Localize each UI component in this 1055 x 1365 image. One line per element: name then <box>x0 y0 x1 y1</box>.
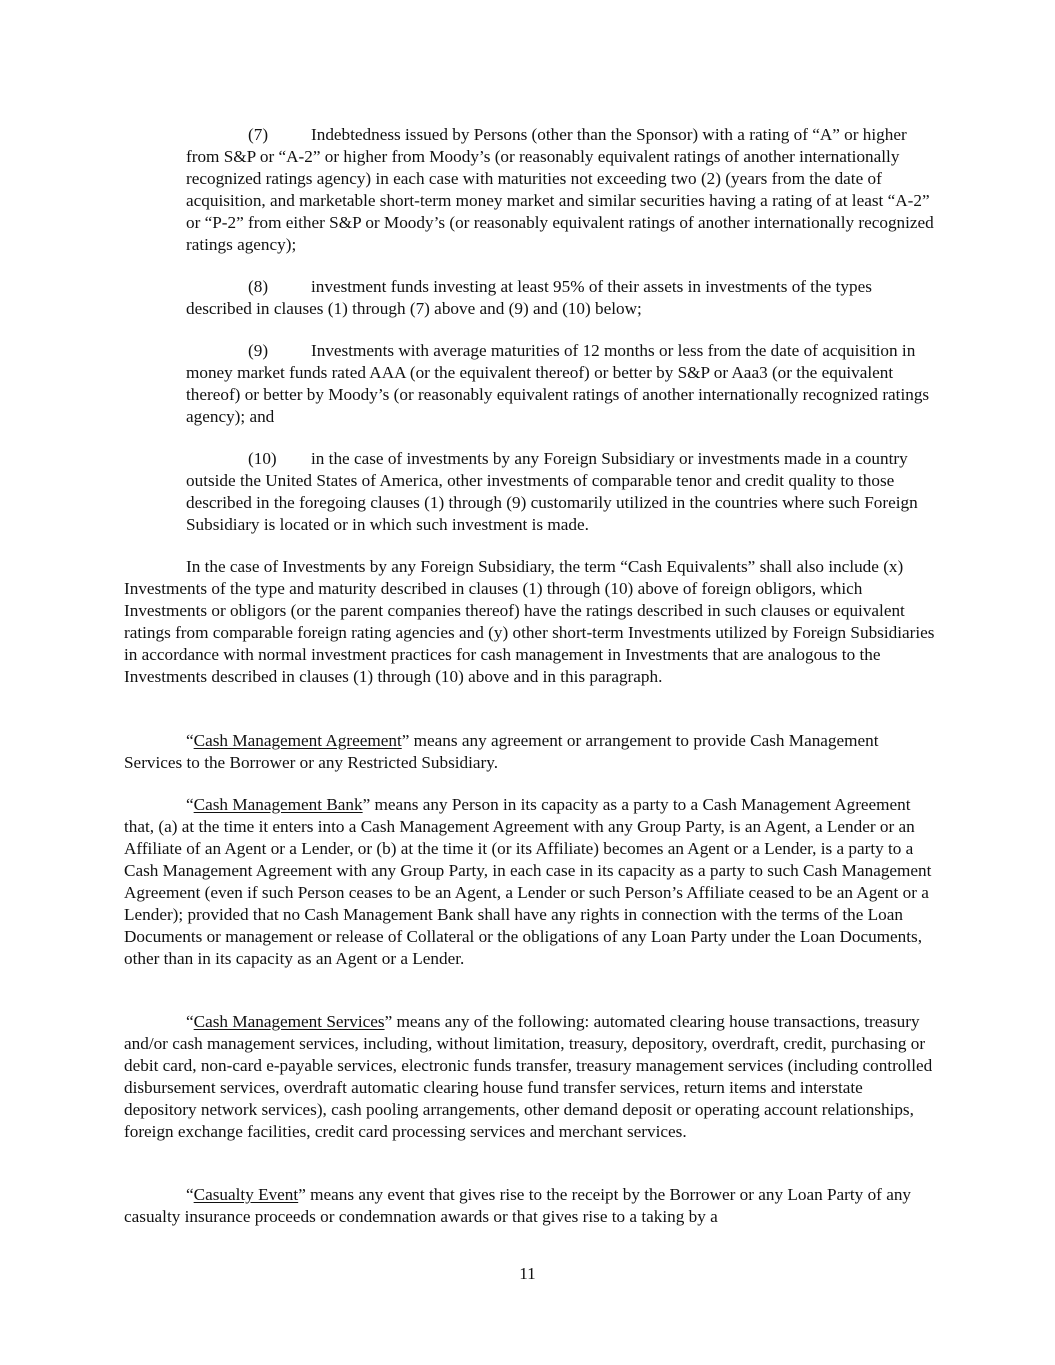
clause-8 <box>186 276 938 320</box>
clause-number: (7) <box>248 125 269 144</box>
definition-cash-management-agreement: “Cash Management Agreement” means any agreement or arrangement to provide Cash Management Services to the Borrower or any Restricted Subsidiary. <box>124 731 879 772</box>
clause-number: (10) <box>248 449 277 468</box>
clause-number: (9) <box>248 341 269 360</box>
foreign-subsidiary-paragraph <box>124 556 938 688</box>
definition-text: ” means any Person in its capacity as a party to a Cash Management Agreement that, (a) at the time it enters into a Cash Management Agreement with any Group Party, is an Agent, a Lender or an Affiliate of an Agent or a Lender, or (b) at the time it (or its Affiliate) becomes an Agent or a Lender, is a party to a Cash Management Agreement with any Group Party, in each case in its capacity as a party to such Cash Management Agreement (even if such Person ceases to be an Agent, a Lender or such Person’s Affiliate ceased to be an Agent or a Lender); provided that no Cash Management Bank shall have any rights in connection with the terms of the Loan Documents or management or release of Collateral or the obligations of any Loan Party under the Loan Documents, other than in its capacity as an Agent or a Lender. <box>124 795 932 968</box>
definition-text: ” means any of the following: automated clearing house transactions, treasury and/or cash management services, including, without limitation, treasury, depository, overdraft, credit, purchasing or debit card, non-card e-payable services, electronic funds transfer, treasury management services (including controlled disbursement services, overdraft automatic clearing house fund transfer services, return items and interstate depository network services), cash pooling arrangements, other demand deposit or operating account relationships, foreign exchange facilities, credit card processing services and merchant services. <box>124 1012 933 1141</box>
clause-number: (8) <box>248 277 269 296</box>
defined-term: Cash Management Agreement <box>193 731 402 750</box>
definition-casualty-event: “Casualty Event” means any event that gives rise to the receipt by the Borrower or any Loan Party of any casualty insurance proceeds or condemnation awards or that gives rise to a taking by a <box>124 1185 912 1226</box>
defined-term: Cash Management Services <box>193 1012 385 1031</box>
page-number: 11 <box>519 1264 536 1283</box>
definition-text: ” means any event that gives rise to the receipt by the Borrower or any Loan Party of any casualty insurance proceeds or condemnation awards or that gives rise to a taking by a <box>124 1185 912 1226</box>
clause-10 <box>186 448 938 536</box>
paragraph-text: In the case of Investments by any Foreign Subsidiary, the term “Cash Equivalents” shall also include (x) Investments of the type and maturity described in clauses (1) through (10) above of foreign obligors, which Investments or obligors (or the parent companies thereof) have the ratings described in such clauses or equivalent ratings from comparable foreign rating agencies and (y) other short-term Investments utilized by Foreign Subsidiaries in accordance with normal investment practices for cash management in Investments that are analogous to the Investments described in clauses (1) through (10) above and in this paragraph. <box>124 557 935 686</box>
clause-text: Indebtedness issued by Persons (other than the Sponsor) with a rating of “A” or higher from S&P or “A-2” or higher from Moody’s (or reasonably equivalent ratings of another internationally recognized ratings agency) in each case with maturities not exceeding two (2) (years from the date of acquisition, and marketable short-term money market and similar securities having a rating of at least “A-2” or “P-2” from either S&P or Moody’s (or reasonably equivalent ratings of another internationally recognized ratings agency); <box>186 125 934 254</box>
definition-cash-management-bank: “Cash Management Bank” means any Person in its capacity as a party to a Cash Management Agreement that, (a) at the time it enters into a Cash Management Agreement with any Group Party, is an Agent, a Lender or an Affiliate of an Agent or a Lender, or (b) at the time it (or its Affiliate) becomes an Agent or a Lender, is a party to a Cash Management Agreement with any Group Party, in each case in its capacity as a party to such Cash Management Agreement (even if such Person ceases to be an Agent, a Lender or such Person’s Affiliate ceased to be an Agent or a Lender); provided that no Cash Management Bank shall have any rights in connection with the terms of the Loan Documents or management or release of Collateral or the obligations of any Loan Party under the Loan Documents, other than in its capacity as an Agent or a Lender. <box>124 795 932 968</box>
clause-9 <box>186 340 938 428</box>
defined-term: Casualty Event <box>193 1185 299 1204</box>
definition-cash-management-services: “Cash Management Services” means any of the following: automated clearing house transactions, treasury and/or cash management services, including, without limitation, treasury, depository, overdraft, credit, purchasing or debit card, non-card e-payable services, electronic funds transfer, treasury management services (including controlled disbursement services, overdraft automatic clearing house fund transfer services, return items and interstate depository network services), cash pooling arrangements, other demand deposit or operating account relationships, foreign exchange facilities, credit card processing services and merchant services. <box>124 1012 933 1141</box>
clause-text: Investments with average maturities of 12 months or less from the date of acquisition in money market funds rated AAA (or the equivalent thereof) or better by S&P or Aaa3 (or the equivalent thereof) or better by Moody’s (or reasonably equivalent ratings of another internationally recognized ratings agency); and <box>186 341 930 426</box>
clause-text: investment funds investing at least 95% of their assets in investments of the types described in clauses (1) through (7) above and (9) and (10) below; <box>186 277 872 318</box>
defined-term: Cash Management Bank <box>193 795 363 814</box>
clause-text: in the case of investments by any Foreign Subsidiary or investments made in a country outside the United States of America, other investments of comparable tenor and credit quality to those described in the foregoing clauses (1) through (9) customarily utilized in the countries where such Foreign Subsidiary is located or in which such investment is made. <box>186 449 918 534</box>
definition-text: ” means any agreement or arrangement to provide Cash Management Services to the Borrower or any Restricted Subsidiary. <box>124 731 879 772</box>
clause-7 <box>186 124 938 256</box>
